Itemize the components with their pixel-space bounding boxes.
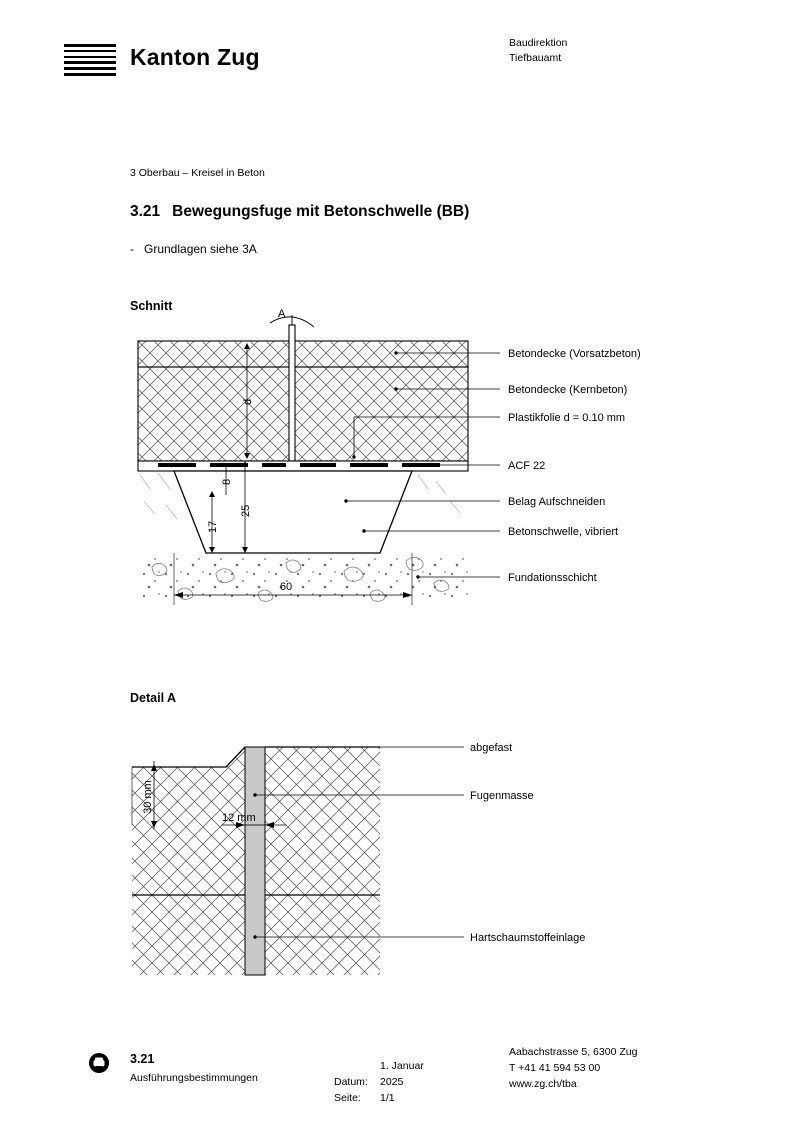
footer-page-key: Seite: [334, 1092, 361, 1104]
chapter-breadcrumb: 3 Oberbau – Kreisel in Beton [130, 167, 265, 179]
footer-date-value: 1. Januar 2025 [380, 1060, 424, 1088]
section-label-schnitt: Schnitt [130, 299, 173, 313]
brand-title: Kanton Zug [130, 44, 260, 70]
schnitt-label-5: Betonschwelle, vibriert [508, 526, 619, 538]
footer-page-row [334, 1090, 440, 1106]
dim-12-text: 12 mm [222, 812, 256, 824]
footer-meta [334, 1058, 440, 1106]
detail-label-0: abgefast [470, 742, 513, 754]
footer-date-row [334, 1058, 440, 1090]
schnitt-label-2: Plastikfolie d = 0.10 mm [508, 412, 626, 424]
dim-25-text: 25 [240, 504, 252, 517]
schnitt-label-1: Betondecke (Kernbeton) [508, 384, 628, 396]
footer-address: Aabachstrasse 5, 6300 Zug [509, 1046, 638, 1058]
dim-30-text: 30 mm [142, 780, 154, 814]
detail-label-1: Fugenmasse [470, 790, 534, 802]
department-block [509, 36, 567, 66]
footer-website[interactable]: www.zg.ch/tba [509, 1078, 577, 1090]
footer-address-block [509, 1044, 637, 1092]
stamp-circle-icon [88, 1052, 110, 1074]
page-title [130, 203, 469, 221]
detail-label-2: Hartschaumstoffeinlage [470, 932, 586, 944]
footer-date-key: Datum: [334, 1076, 368, 1088]
footer-subtitle: Ausführungsbestimmungen [130, 1072, 258, 1084]
schnitt-label-0: Betondecke (Vorsatzbeton) [508, 348, 641, 360]
page-title-number: 3.21 [130, 203, 161, 220]
footer-page-value: 1/1 [380, 1092, 395, 1104]
department-line-2: Tiefbauamt [509, 52, 562, 64]
footer-phone: T +41 41 594 53 00 [509, 1062, 601, 1074]
schnitt-drawing [118, 305, 698, 645]
callout-a-text: A [278, 308, 286, 320]
dim-d-text: d [242, 398, 254, 405]
dim-8-text: 8 [221, 478, 233, 485]
schnitt-label-3: ACF 22 [508, 460, 546, 472]
note-dash: - [130, 242, 134, 256]
footer-number: 3.21 [130, 1052, 155, 1066]
note-text: Grundlagen siehe 3A [144, 242, 257, 256]
detail-a-drawing [118, 725, 698, 1000]
subtitle-note [130, 242, 257, 256]
department-line-1: Baudirektion [509, 37, 568, 49]
striped-bars-logo-icon [64, 44, 116, 74]
dim-60-text: 60 [279, 581, 293, 593]
schnitt-label-6: Fundationsschicht [508, 572, 597, 584]
page-title-text: Bewegungsfuge mit Betonschwelle (BB) [172, 203, 470, 220]
dim-17-text: 17 [207, 520, 219, 533]
schnitt-label-4: Belag Aufschneiden [508, 496, 606, 508]
section-label-detail: Detail A [130, 691, 177, 705]
